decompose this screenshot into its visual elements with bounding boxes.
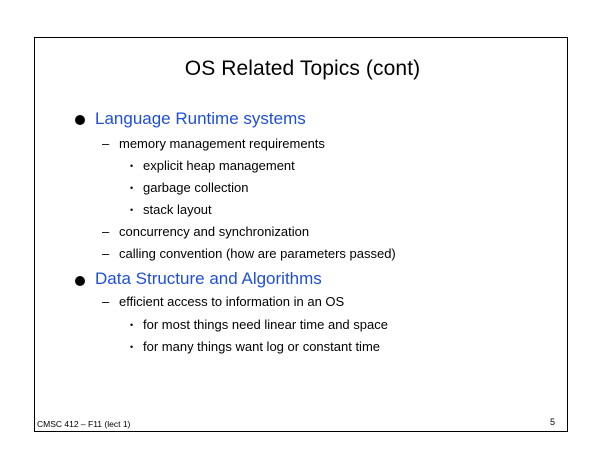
dot-icon: • — [130, 183, 134, 193]
bullet-icon — [75, 276, 85, 286]
dash-icon: – — [102, 246, 110, 261]
page-number: 5 — [550, 417, 556, 427]
dash-icon: – — [102, 294, 110, 309]
point-stack-layout: stack layout — [143, 202, 212, 217]
point-explicit-heap: explicit heap management — [143, 158, 295, 173]
dot-icon: • — [130, 342, 134, 352]
subtopic-concurrency: concurrency and synchronization — [119, 224, 310, 239]
dash-icon: – — [102, 224, 110, 239]
dot-icon: • — [130, 161, 134, 171]
subtopic-calling-convention: calling convention (how are parameters passed) — [119, 246, 396, 261]
footer-course: CMSC 412 – F11 (lect 1) — [37, 419, 131, 429]
point-garbage-collection: garbage collection — [143, 180, 249, 195]
topic-heading-data-structures: Data Structure and Algorithms — [95, 269, 322, 288]
dot-icon: • — [130, 205, 134, 215]
bullet-icon — [75, 115, 85, 125]
subtopic-efficient-access: efficient access to information in an OS — [119, 294, 345, 309]
slide-title: OS Related Topics (cont) — [184, 57, 421, 80]
point-linear-time: for most things need linear time and space — [143, 317, 388, 332]
topic-heading-runtime: Language Runtime systems — [95, 109, 306, 128]
point-log-constant-time: for many things want log or constant time — [143, 339, 381, 354]
dash-icon: – — [102, 136, 110, 151]
dot-icon: • — [130, 320, 134, 330]
subtopic-memory-management: memory management requirements — [119, 136, 325, 151]
